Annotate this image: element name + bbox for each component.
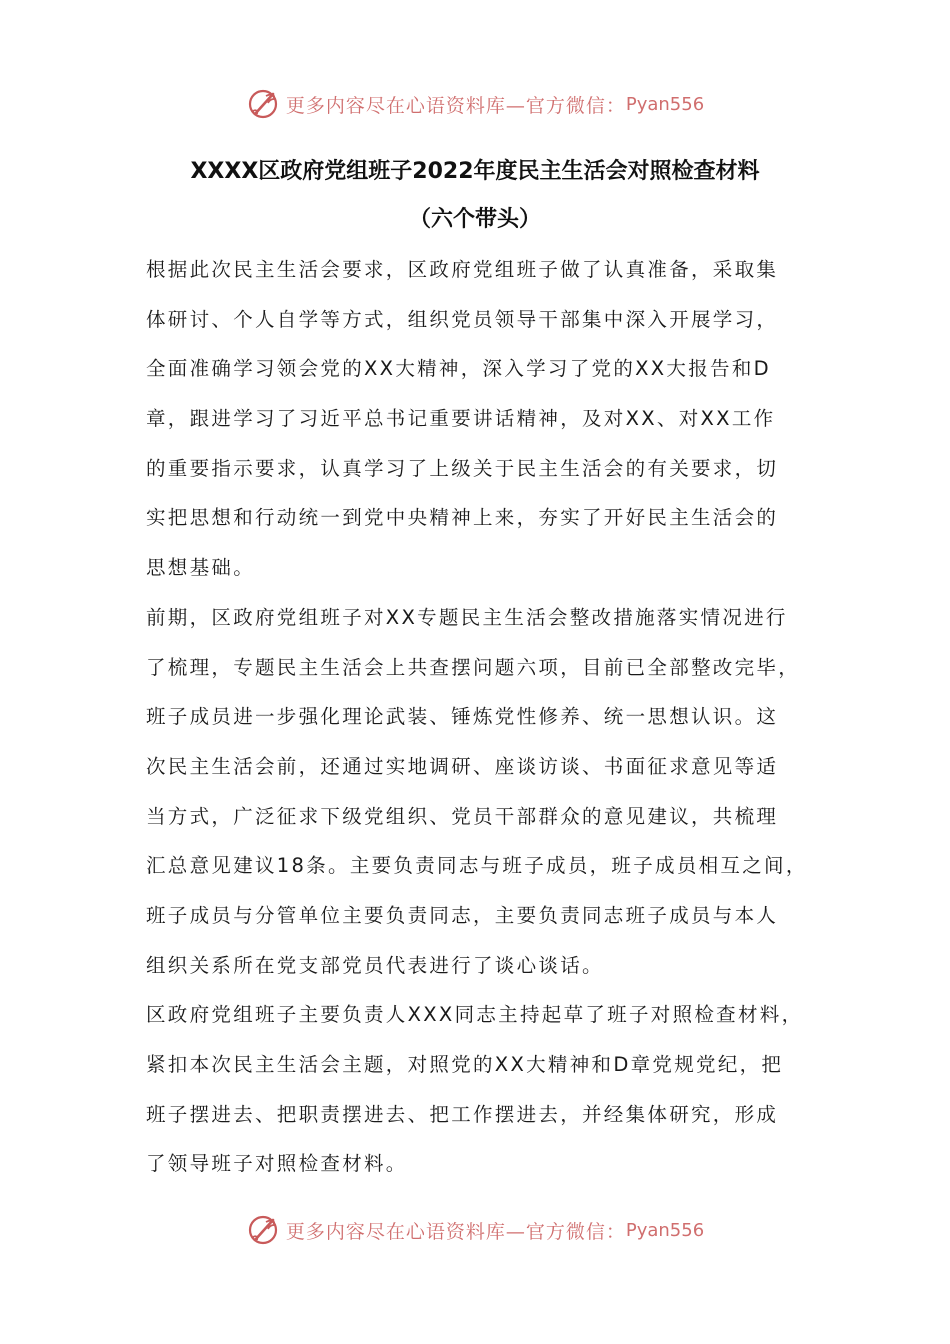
paragraph-1 (146, 250, 816, 598)
text-line: 当方式，广泛征求下级党组织、党员干部群众的意见建议，共梳理 (146, 804, 779, 828)
text-line: 紧扣本次民主生活会主题，对照党的XX大精神和D章党规党纪，把 (146, 1053, 784, 1076)
text-line: 次民主生活会前，还通过实地调研、座谈访谈、书面征求意见等适 (146, 754, 779, 778)
banner-wechat-handle: Pyan556 (625, 93, 705, 115)
quill-seal-icon (246, 87, 280, 121)
document-subtitle: （六个带头） (408, 207, 541, 232)
text-line: 实把思想和行动统一到党中央精神上来，夯实了开好民主生活会的 (146, 506, 779, 530)
text-line: 组织关系所在党支部党员代表进行了谈心谈话。 (146, 953, 604, 977)
text-line: 班子成员进一步强化理论武装、锤炼党性修养、统一思想认识。这 (146, 705, 779, 729)
document-body (146, 250, 816, 1194)
banner-text: 更多内容尽在心语资料库—官方微信： (285, 1220, 626, 1243)
text-line: 思想基础。 (146, 556, 256, 580)
text-line: 的重要指示要求，认真学习了上级关于民主生活会的有关要求，切 (146, 456, 779, 480)
banner-text: 更多内容尽在心语资料库—官方微信： (285, 94, 626, 117)
text-line: 前期，区政府党组班子对XX专题民主生活会整改措施落实情况进行 (146, 605, 788, 629)
quill-seal-icon (246, 1213, 280, 1247)
text-line: 根据此次民主生活会要求，区政府党组班子做了认真准备，采取集 (146, 258, 779, 281)
text-line: 全面准确学习领会党的XX大精神，深入学习了党的XX大报告和D (146, 357, 771, 381)
text-line: 章，跟进学习了习近平总书记重要讲话精神，及对XX、对XX工作 (146, 407, 776, 431)
paragraph-2 (146, 598, 816, 996)
text-line: 了梳理，专题民主生活会上共查摆问题六项，目前已全部整改完毕， (146, 655, 801, 679)
document-title: XXXX区政府党组班子2022年度民主生活会对照检查材料 (190, 159, 760, 184)
paragraph-3 (146, 995, 816, 1194)
text-line: 班子摆进去、把职责摆进去、把工作摆进去，并经集体研究，形成 (146, 1102, 779, 1126)
text-line: 区政府党组班子主要负责人XXX同志主持起草了班子对照检查材料， (146, 1003, 804, 1027)
text-line: 体研讨、个人自学等方式，组织党员领导干部集中深入开展学习， (146, 307, 779, 331)
text-line: 班子成员与分管单位主要负责同志，主要负责同志班子成员与本人 (146, 903, 779, 927)
header-banner (0, 84, 950, 124)
banner-wechat-handle: Pyan556 (625, 1219, 705, 1241)
text-line: 了领导班子对照检查材料。 (146, 1152, 408, 1176)
text-line: 汇总意见建议18条。主要负责同志与班子成员，班子成员相互之间， (146, 854, 808, 878)
footer-banner (0, 1210, 950, 1250)
